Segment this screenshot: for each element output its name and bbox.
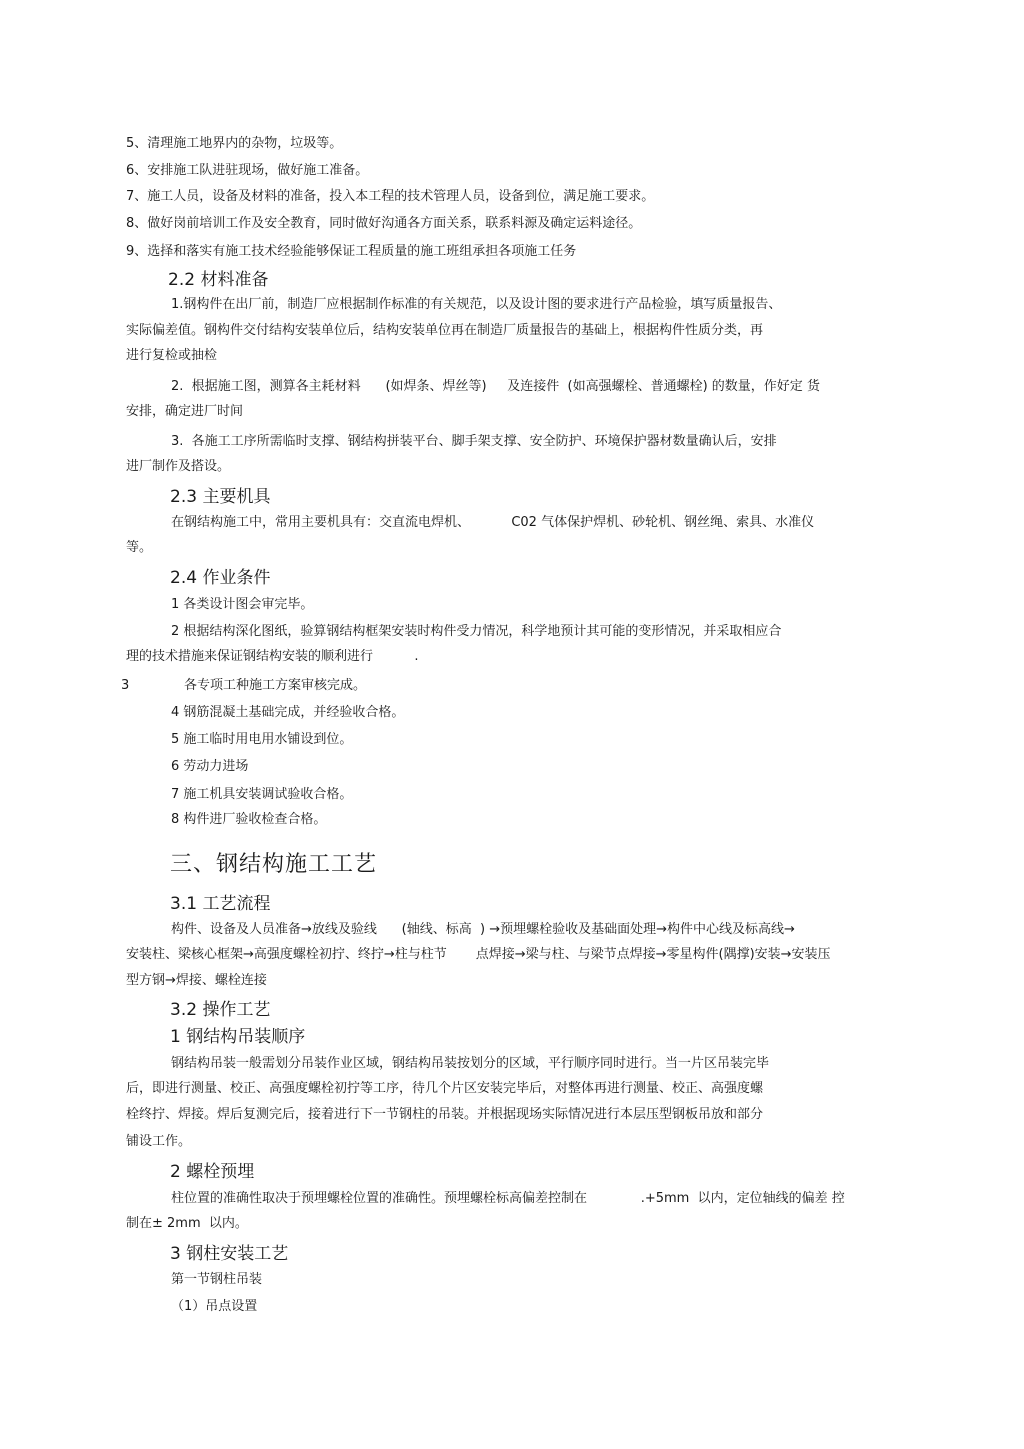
sec24-item-6: 6 劳动力进场 — [171, 759, 249, 774]
sec22-p1-line2: 实际偏差值。钢构件交付结构安装单位后，结构安装单位再在制造厂质量报告的基础上，根据构件性质分类，再 — [126, 323, 764, 338]
subsection-1-title: 1 钢结构吊装顺序 — [170, 1027, 306, 1047]
section-2-3-title: 2.3 主要机具 — [170, 487, 271, 507]
sec22-p3-line2: 进厂制作及搭设。 — [126, 459, 231, 474]
subsection-2-title: 2 螺栓预埋 — [170, 1162, 255, 1182]
sec24-item-5: 5 施工临时用电用水铺设到位。 — [171, 732, 353, 747]
sec23-p1-line2: 等。 — [126, 540, 153, 555]
sec24-item-3-text: 各专项工种施工方案审核完成。 — [184, 678, 367, 693]
section-3-1-title: 3.1 工艺流程 — [170, 894, 271, 914]
prep-item-8: 8、做好岗前培训工作及安全教育，同时做好沟通各方面关系，联系料源及确定运料途径。 — [126, 216, 642, 231]
s2-line2: 制在± 2mm 以内。 — [126, 1216, 248, 1231]
sec22-p2-line1: 2. 根据施工图，测算各主耗材料 (如焊条、焊丝等) 及连接件 (如高强螺栓、普通螺栓) 的数量，作好定 货 — [171, 379, 820, 394]
prep-item-7: 7、施工人员，设备及材料的准备，投入本工程的技术管理人员，设备到位，满足施工要求。 — [126, 189, 655, 204]
subsection-3-title: 3 钢柱安装工艺 — [170, 1244, 289, 1264]
section-2-2-title: 2.2 材料准备 — [168, 270, 269, 290]
sec22-p2-line2: 安排，确定进厂时间 — [126, 404, 244, 419]
sec22-p1-line1: 1.钢构件在出厂前，制造厂应根据制作标准的有关规范，以及设计图的要求进行产品检验，填写质量报告、 — [171, 297, 782, 312]
sec22-p3-line1: 3. 各施工工序所需临时支撑、钢结构拼装平台、脚手架支撑、安全防护、环境保护器材数量确认后，安排 — [171, 434, 777, 449]
sec24-item-1: 1 各类设计图会审完毕。 — [171, 597, 314, 612]
sec24-item-2-line2: 理的技术措施来保证钢结构安装的顺利进行 . — [126, 649, 419, 664]
s1-line2: 后，即进行测量、校正、高强度螺栓初拧等工序，待几个片区安装完毕后，对整体再进行测量、校正、高强度螺 — [126, 1081, 764, 1096]
sec24-item-8: 8 构件进厂验收检查合格。 — [171, 812, 327, 827]
sec23-p1-line1: 在钢结构施工中，常用主要机具有：交直流电焊机、 C02 气体保护焊机、砂轮机、钢丝绳、索具、水准仪 — [171, 515, 815, 530]
sec31-flow-line2: 安装柱、梁核心框架→高强度螺栓初拧、终拧→柱与柱节 点焊接→梁与柱、与梁节点焊接→零星构件(隅撑)安装→安装压 — [126, 947, 831, 962]
section-3-2-title: 3.2 操作工艺 — [170, 1000, 271, 1020]
section-2-4-title: 2.4 作业条件 — [170, 568, 271, 588]
prep-item-5: 5、清理施工地界内的杂物，垃圾等。 — [126, 136, 343, 151]
prep-item-6: 6、安排施工队进驻现场，做好施工准备。 — [126, 163, 369, 178]
sec31-flow-line3: 型方钢→焊接、螺栓连接 — [126, 973, 267, 988]
chapter-3-title: 三、钢结构施工工艺 — [170, 852, 378, 877]
s3-item-1: （1）吊点设置 — [171, 1299, 258, 1314]
s1-line1: 钢结构吊装一般需划分吊装作业区域，钢结构吊装按划分的区域，平行顺序同时进行。当一片区吊装完毕 — [171, 1056, 770, 1071]
sec24-item-7: 7 施工机具安装调试验收合格。 — [171, 787, 353, 802]
s3-subtitle: 第一节钢柱吊装 — [171, 1272, 263, 1287]
sec31-flow-line1: 构件、设备及人员准备→放线及验线 (轴线、标高 ) →预埋螺栓验收及基础面处理→构件中心线及标高线→ — [171, 922, 795, 937]
s1-line3: 栓终拧、焊接。焊后复测完后，接着进行下一节钢柱的吊装。并根据现场实际情况进行本层压型钢板吊放和部分 — [126, 1107, 764, 1122]
s2-line1: 柱位置的准确性取决于预埋螺栓位置的准确性。预埋螺栓标高偏差控制在 .+5mm 以内，定位轴线的偏差 控 — [171, 1191, 845, 1206]
sec24-item-3-number: 3 — [121, 678, 130, 693]
s1-line4: 铺设工作。 — [126, 1134, 192, 1149]
sec22-p1-line3: 进行复检或抽检 — [126, 348, 218, 363]
sec24-item-4: 4 钢筋混凝土基础完成，并经验收合格。 — [171, 705, 405, 720]
prep-item-9: 9、选择和落实有施工技术经验能够保证工程质量的施工班组承担各项施工任务 — [126, 244, 577, 259]
sec24-item-2-line1: 2 根据结构深化图纸，验算钢结构框架安装时构件受力情况，科学地预计其可能的变形情况，并采取相应合 — [171, 624, 782, 639]
